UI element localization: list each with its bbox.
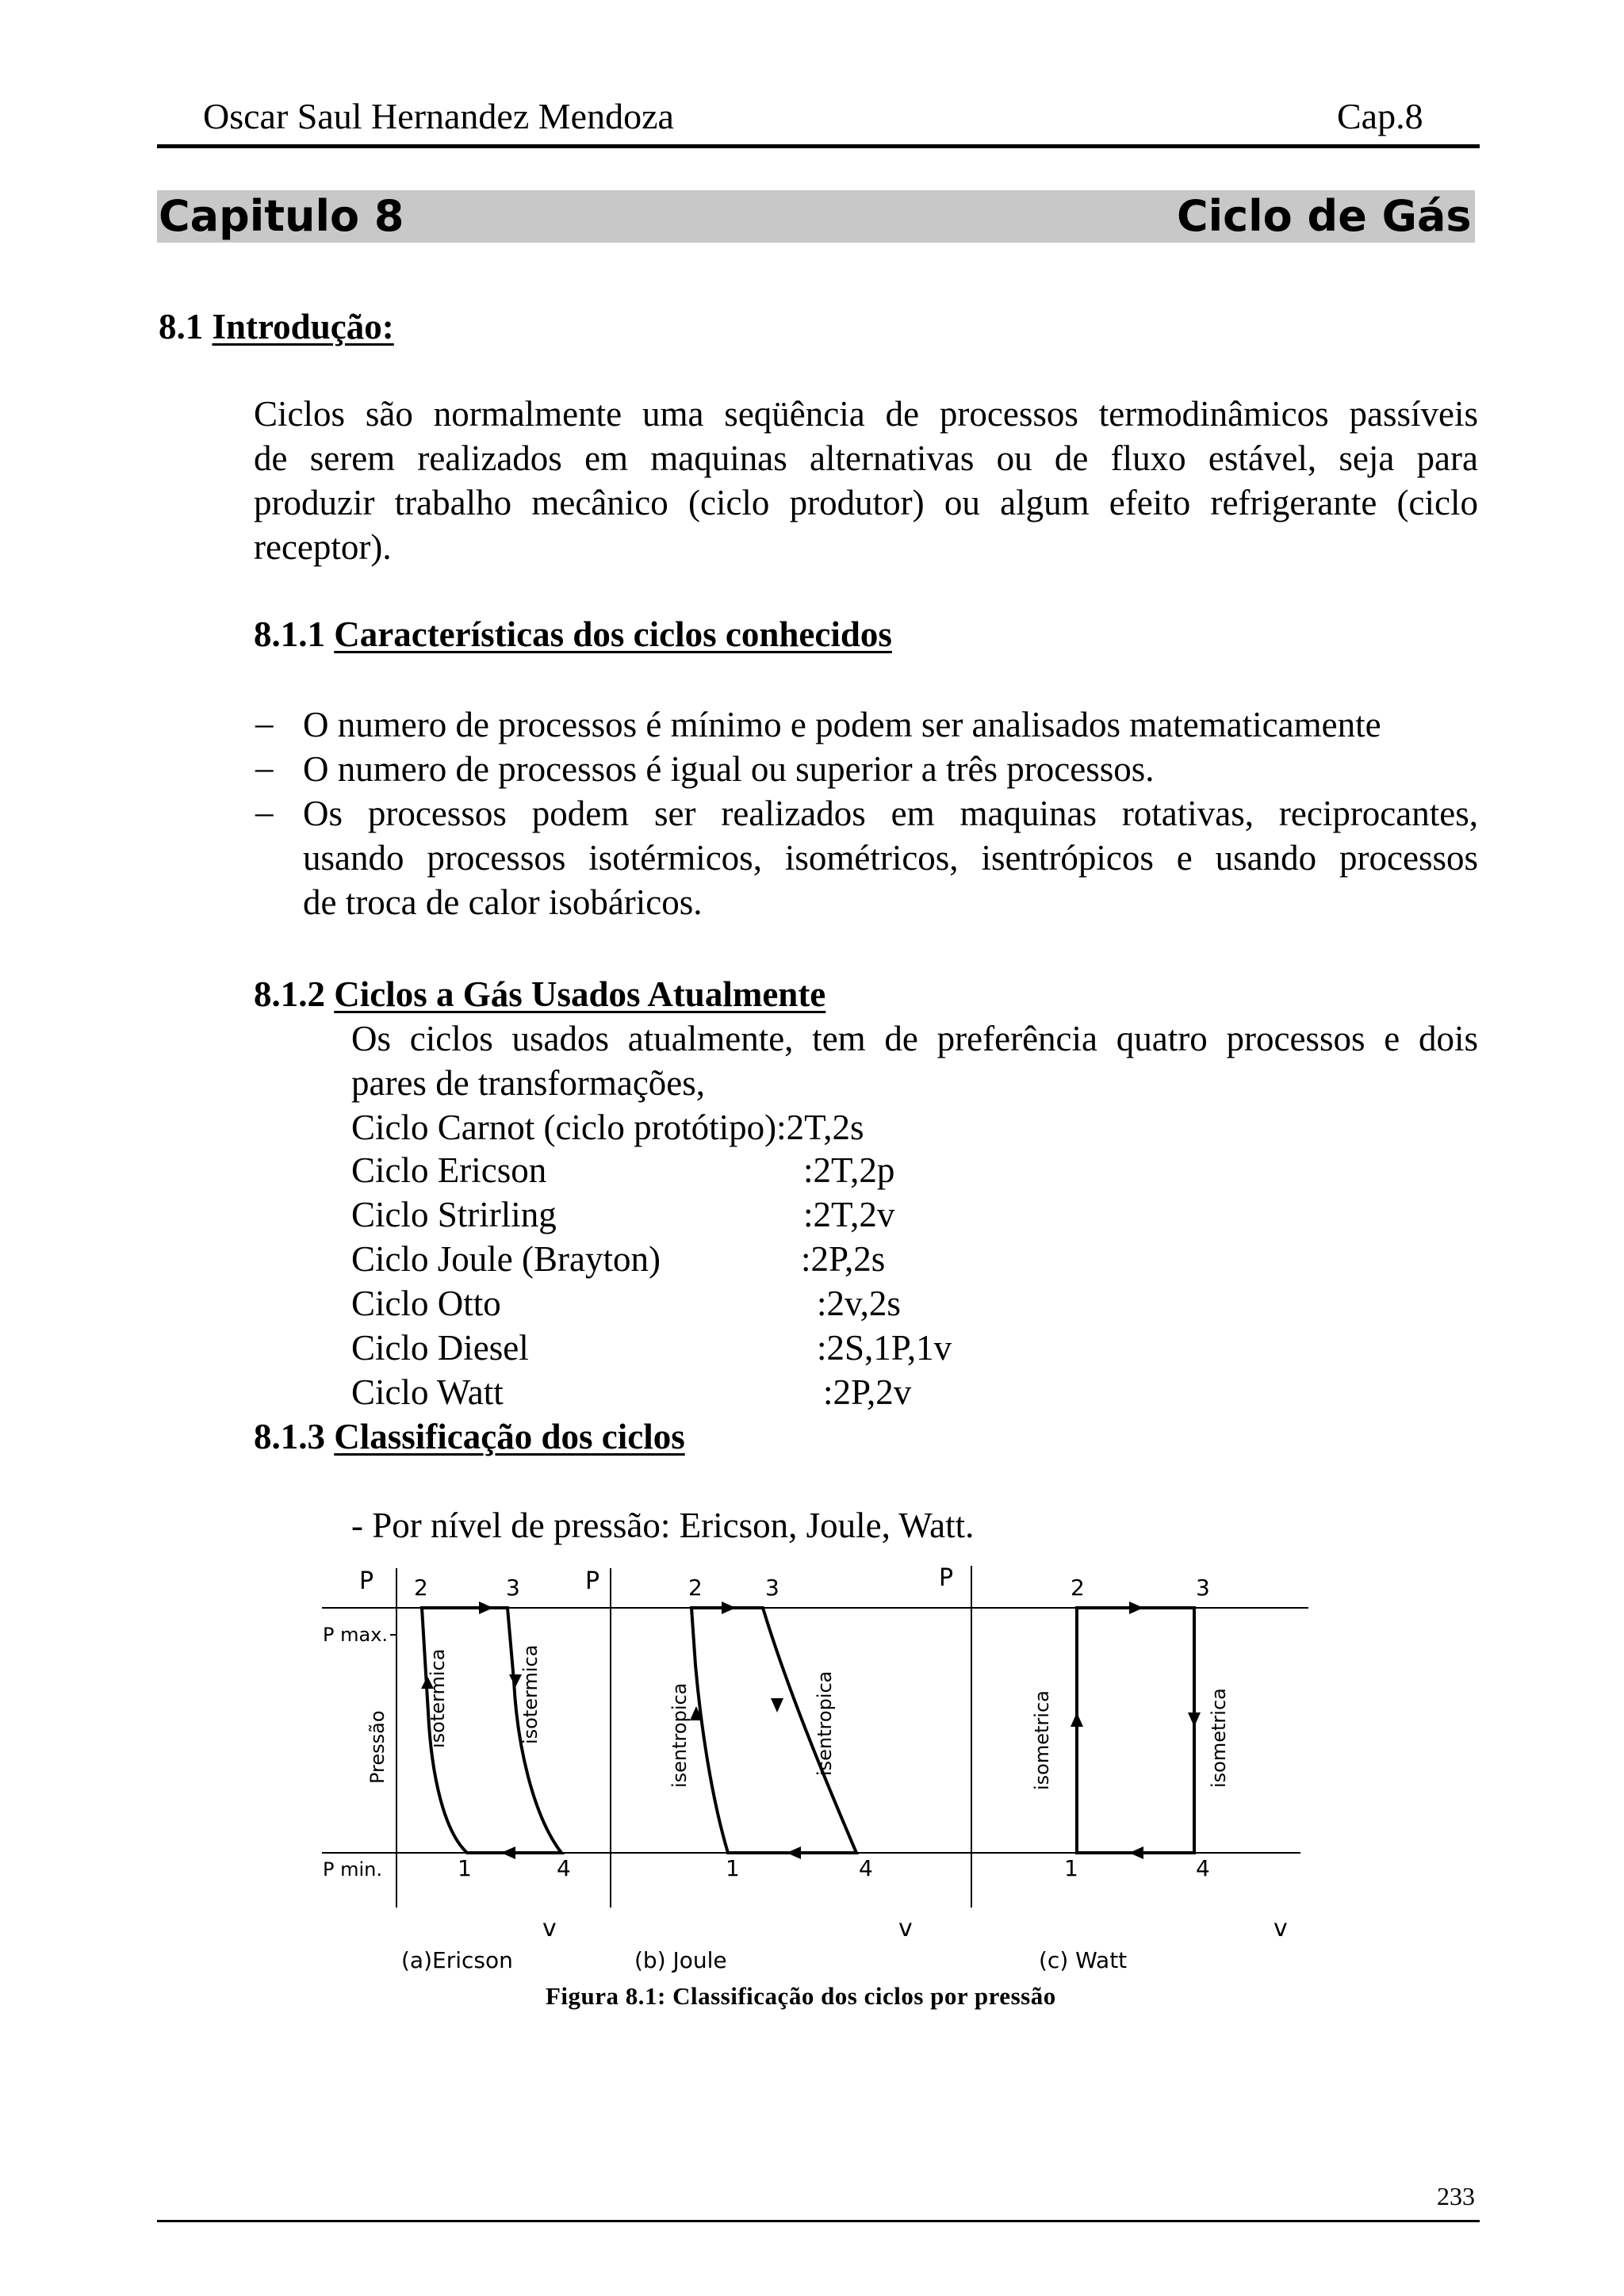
- subsection-2-line: pares de transformações,: [351, 1063, 706, 1103]
- p-axis-label: P: [939, 1564, 954, 1592]
- header-chapter: Cap.8: [1337, 96, 1423, 136]
- cycle-value: :2v,2s: [817, 1284, 901, 1323]
- subsection-3-title: Classificação dos ciclos: [334, 1417, 685, 1456]
- classification-line: - Por nível de pressão: Ericson, Joule, Watt.: [351, 1506, 975, 1545]
- point-label: 2: [1071, 1575, 1085, 1601]
- p-axis-label: P: [585, 1567, 600, 1595]
- bullet-3-line: Os processos podem ser realizados em maquinas rotativas, reciprocantes,: [303, 794, 1478, 833]
- point-label: 3: [765, 1575, 779, 1601]
- subsection-1-number: 8.1.1: [254, 614, 325, 654]
- v-axis-label: v: [898, 1915, 913, 1942]
- subsection-2-line: Os ciclos usados atualmente, tem de preferência quatro processos e dois: [351, 1019, 1478, 1058]
- cycle-name: Ciclo Ericson: [351, 1150, 547, 1190]
- subcaption-a: (a)Ericson: [401, 1947, 513, 1973]
- point-label: 1: [726, 1855, 740, 1881]
- bullet-1: O numero de processos é mínimo e podem ser analisados matematicamente: [303, 705, 1381, 744]
- section-title: Introdução:: [212, 307, 394, 346]
- dash-bullet: –: [255, 703, 274, 743]
- carnot-line: Ciclo Carnot (ciclo protótipo):2T,2s: [351, 1108, 864, 1147]
- process-label: isotermica: [427, 1648, 449, 1748]
- process-label: isotermica: [519, 1644, 542, 1744]
- watt-cycle: [1077, 1608, 1194, 1853]
- p-axis-label: P: [359, 1567, 374, 1595]
- subcaption-b: (b) Joule: [634, 1947, 727, 1973]
- cycle-name: Ciclo Diesel: [351, 1328, 529, 1368]
- intro-line: produzir trabalho mecânico (ciclo produtor) ou algum efeito refrigerante (ciclo: [254, 483, 1478, 522]
- dash-bullet: –: [255, 792, 274, 832]
- cycle-name: Ciclo Strirling: [351, 1195, 557, 1234]
- intro-line: receptor).: [254, 527, 392, 567]
- chapter-subtitle: Ciclo de Gás: [1177, 191, 1472, 241]
- v-axis-label: v: [1274, 1915, 1288, 1942]
- pmax-label: P max.: [323, 1624, 389, 1646]
- cycle-name: Ciclo Joule (Brayton): [351, 1239, 661, 1279]
- bullet-2: O numero de processos é igual ou superior a três processos.: [303, 749, 1155, 789]
- point-label: 2: [688, 1575, 703, 1601]
- point-label: 4: [557, 1855, 571, 1881]
- v-axis-label: v: [542, 1915, 557, 1942]
- bullet-3-line: usando processos isotérmicos, isométricos, isentrópicos e usando processos: [303, 838, 1478, 878]
- dash-bullet: –: [255, 748, 274, 787]
- point-label: 3: [1196, 1575, 1210, 1601]
- process-label: isometrica: [1208, 1688, 1230, 1788]
- figure-caption: Figura 8.1: Classificação dos ciclos por pressão: [546, 1982, 1056, 2010]
- cycle-name: Ciclo Watt: [351, 1372, 504, 1412]
- subcaption-c: (c) Watt: [1039, 1947, 1128, 1973]
- subsection-3-number: 8.1.3: [254, 1417, 325, 1456]
- section-number: 8.1: [159, 307, 204, 346]
- cycle-value: :2S,1P,1v: [817, 1328, 952, 1368]
- pressure-axis-label: Pressão: [366, 1710, 389, 1784]
- point-label: 4: [1196, 1855, 1210, 1881]
- cycle-value: :2T,2v: [803, 1195, 895, 1234]
- point-label: 3: [506, 1575, 520, 1601]
- subsection-2-number: 8.1.2: [254, 974, 325, 1014]
- subsection-1-title: Características dos ciclos conhecidos: [334, 614, 892, 654]
- header-author: Oscar Saul Hernandez Mendoza: [203, 96, 674, 136]
- bullet-3-line: de troca de calor isobáricos.: [303, 882, 703, 922]
- chapter-title: Capitulo 8: [159, 191, 404, 241]
- process-label: isentropica: [668, 1682, 691, 1788]
- point-label: 1: [1064, 1855, 1078, 1881]
- cycle-name: Ciclo Otto: [351, 1284, 501, 1323]
- cycle-value: :2P,2s: [801, 1239, 886, 1279]
- intro-line: de serem realizados em maquinas alternativas ou de fluxo estável, seja para: [254, 438, 1478, 478]
- point-label: 2: [414, 1575, 428, 1601]
- point-label: 4: [859, 1855, 873, 1881]
- subsection-2-title: Ciclos a Gás Usados Atualmente: [334, 974, 826, 1014]
- intro-line: Ciclos são normalmente uma seqüência de processos termodinâmicos passíveis: [254, 394, 1478, 434]
- footer-rule: [157, 2220, 1480, 2222]
- process-label: isentropica: [814, 1670, 836, 1776]
- process-label: isometrica: [1031, 1690, 1053, 1790]
- page-number: 233: [1437, 2182, 1475, 2210]
- cycle-value: :2T,2p: [803, 1150, 895, 1190]
- cycle-value: :2P,2v: [823, 1372, 912, 1412]
- point-label: 1: [458, 1855, 472, 1881]
- pmin-label: P min.: [323, 1858, 382, 1881]
